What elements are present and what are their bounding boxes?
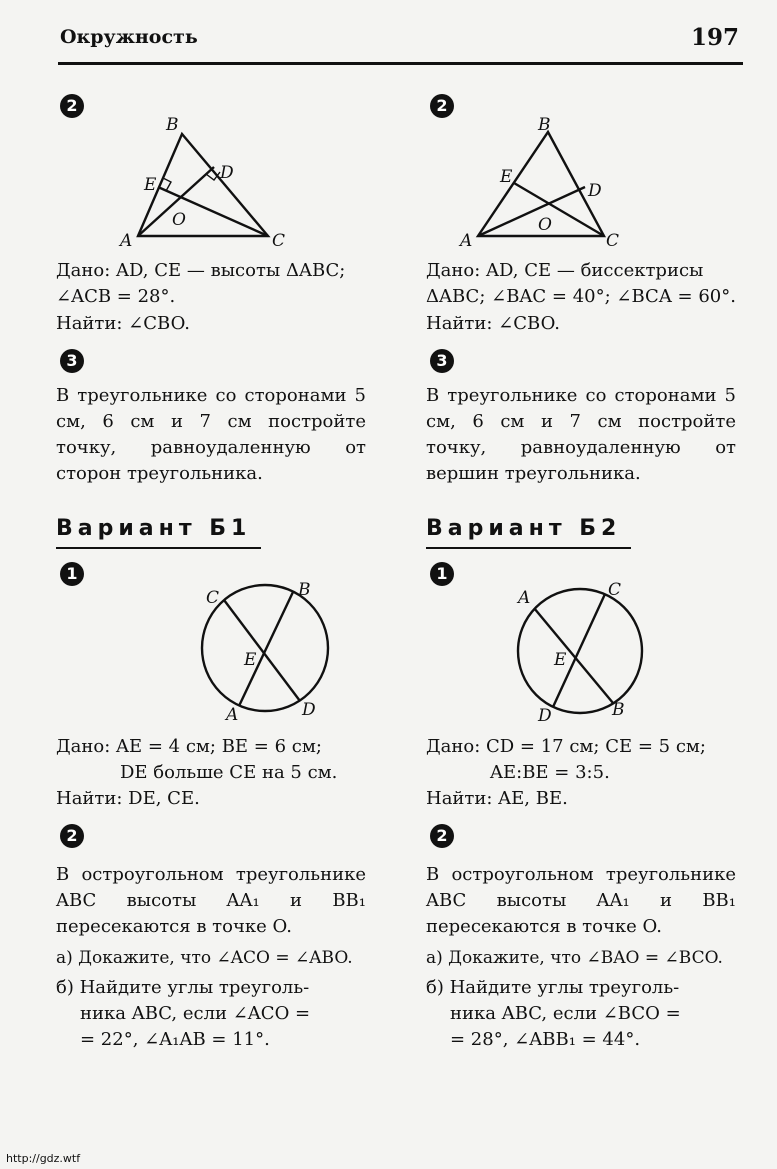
chords-circle-figure-b2 [486, 575, 716, 725]
label-e: E [554, 650, 567, 670]
task-marker-2: 2 [60, 94, 84, 118]
label-a: A [226, 705, 239, 725]
find-line: Найти: ∠CBO. [56, 313, 191, 334]
given-line-2: AE:BE = 3:5. [490, 762, 610, 783]
task-2-part-b-line-2: ника ABC, если ∠ACO = [80, 1003, 311, 1024]
task-2-part-b-line-1: б) Найдите углы треуголь- [426, 977, 680, 998]
task-3-text: В треугольнике со сторонами 5 см, 6 см и 7 см постройте точку, равноудаленную от вершин треугольника. [426, 385, 736, 484]
label-e: E [244, 650, 257, 670]
variant-b2-rule [426, 547, 631, 549]
label-b: B [298, 580, 311, 600]
altitudes-triangle-figure [116, 112, 346, 252]
task-2-part-a: а) Докажите, что ∠ACO = ∠ABO. [56, 948, 353, 968]
watermark-link[interactable]: http://gdz.wtf [6, 1152, 81, 1165]
task-2-intro: В остроугольном треугольнике ABC высоты AA₁ и BB₁ пересекаются в точке O. [56, 864, 366, 937]
label-d: D [220, 163, 234, 183]
label-d: D [588, 181, 602, 201]
chord-ab [239, 592, 293, 706]
variant-b1-title: Вариант Б1 [56, 516, 252, 541]
task-marker-1: 1 [430, 562, 454, 586]
task-marker-2: 2 [430, 94, 454, 118]
label-a: A [120, 231, 133, 251]
page-number: 197 [690, 24, 739, 51]
label-a: A [460, 231, 473, 251]
task-marker-3: 3 [430, 349, 454, 373]
label-d: D [538, 706, 552, 725]
task-marker-1: 1 [60, 562, 84, 586]
chords-circle-figure-b1 [136, 575, 366, 725]
label-c: C [608, 580, 622, 600]
label-b: B [166, 115, 179, 135]
given-line-2: DE больше CE на 5 см. [120, 762, 338, 783]
task-3-text: В треугольнике со сторонами 5 см, 6 см и 7 см постройте точку, равноудаленную от сторон треугольника. [56, 385, 366, 484]
given-line-1: Дано: AD, CE — биссектрисы [426, 260, 704, 281]
given-line-2: ΔABC; ∠BAC = 40°; ∠BCA = 60°. [426, 286, 736, 307]
task-2-part-b-line-3: = 28°, ∠ABB₁ = 44°. [450, 1029, 641, 1050]
label-a: A [518, 588, 531, 608]
triangle-abc [138, 134, 268, 236]
label-b: B [538, 115, 551, 135]
find-line: Найти: DE, CE. [56, 788, 200, 809]
task-marker-2: 2 [430, 824, 454, 848]
label-c: C [606, 231, 620, 251]
task-2-part-b-line-3: = 22°, ∠A₁AB = 11°. [80, 1029, 270, 1050]
label-e: E [500, 167, 513, 187]
given-line-1: Дано: CD = 17 см; CE = 5 см; [426, 736, 706, 757]
task-marker-2: 2 [60, 824, 84, 848]
task-2-part-b-line-1: б) Найдите углы треуголь- [56, 977, 310, 998]
right-column [426, 0, 756, 1169]
given-line-2: ∠ACB = 28°. [56, 286, 176, 307]
bisectors-triangle-figure [452, 112, 682, 252]
circle [202, 585, 328, 711]
label-b: B [612, 700, 625, 720]
task-marker-3: 3 [60, 349, 84, 373]
task-2-intro: В остроугольном треугольнике ABC высоты AA₁ и BB₁ пересекаются в точке O. [426, 864, 736, 937]
header-title: Окружность [60, 26, 198, 48]
given-line-1: Дано: AE = 4 см; BE = 6 см; [56, 736, 322, 757]
chord-cd [224, 600, 300, 701]
label-c: C [272, 231, 286, 251]
label-e: E [144, 175, 157, 195]
task-2-part-b-line-2: ника ABC, если ∠BCO = [450, 1003, 681, 1024]
left-column [56, 0, 386, 1169]
label-c: C [206, 588, 220, 608]
variant-b1-rule [56, 547, 261, 549]
variant-b2-title: Вариант Б2 [426, 516, 622, 541]
label-d: D [302, 700, 316, 720]
label-o: O [172, 210, 186, 230]
find-line: Найти: AE, BE. [426, 788, 568, 809]
task-2-part-a: а) Докажите, что ∠BAO = ∠BCO. [426, 948, 723, 968]
label-o: O [538, 215, 552, 235]
find-line: Найти: ∠CBO. [426, 313, 561, 334]
given-line-1: Дано: AD, CE — высоты ΔABC; [56, 260, 346, 281]
chord-ab [534, 608, 613, 703]
